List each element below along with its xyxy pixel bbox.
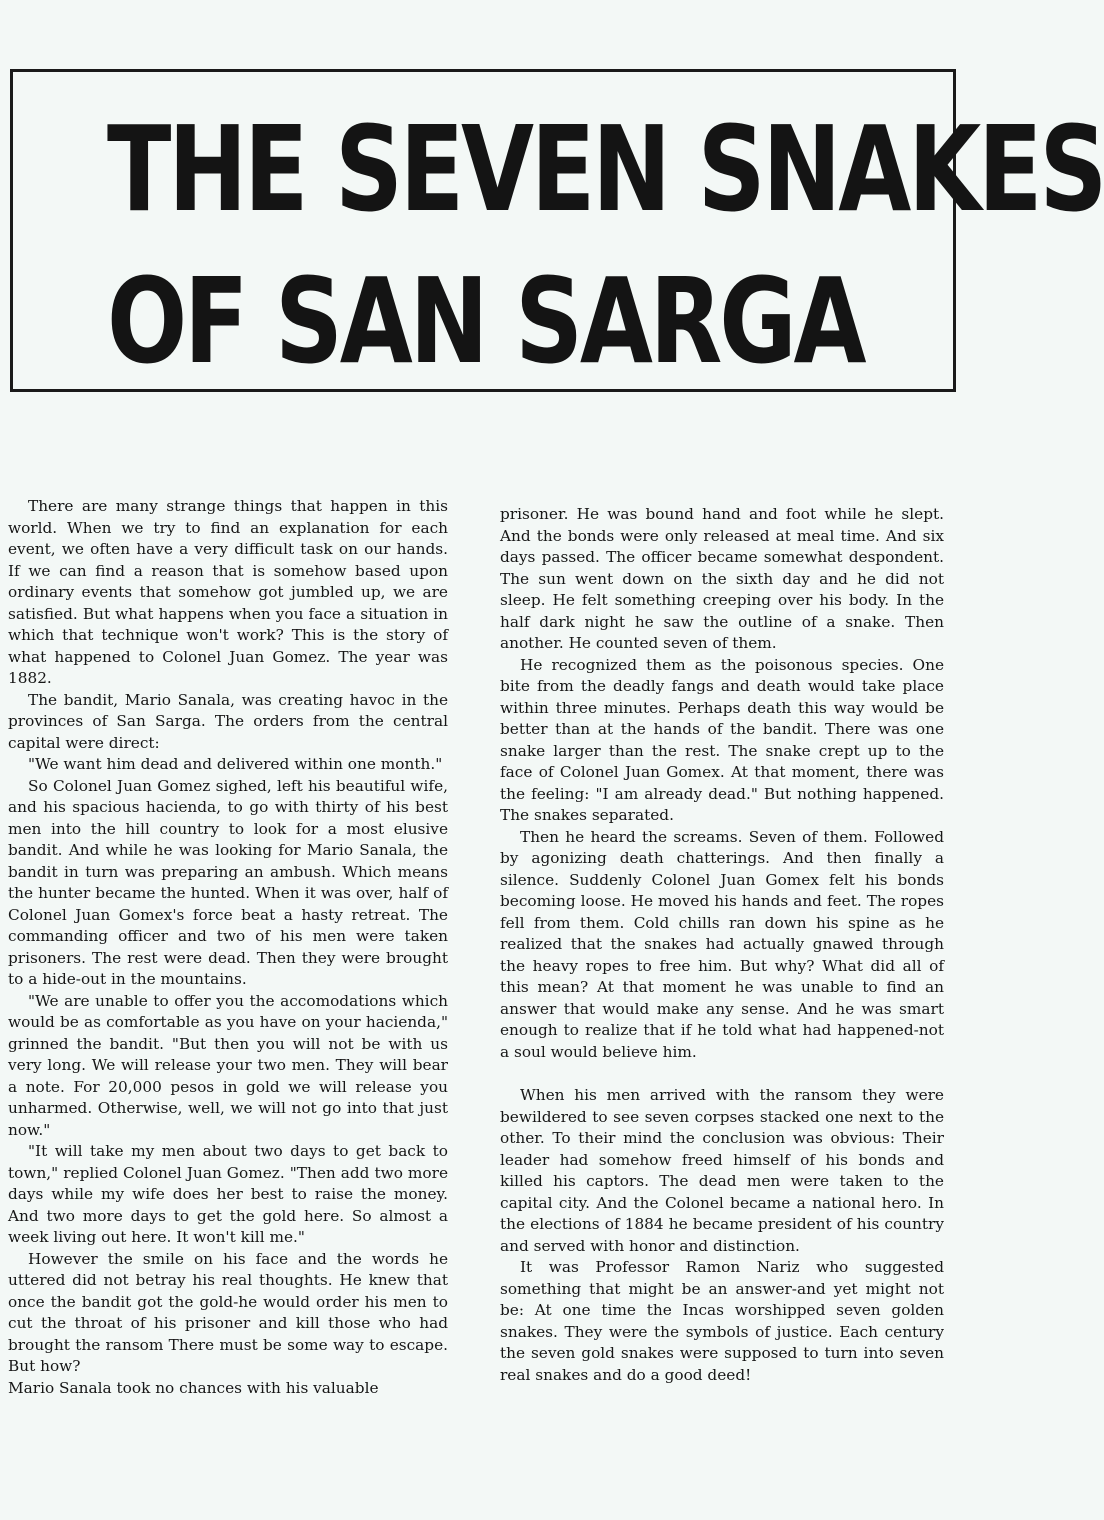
paragraph: He recognized them as the poisonous species. One bite from the deadly fangs and death would take place within three minutes. Perhaps death this way would be better than at the hands of the bandit. There was one snake larger than the rest. The snake crept up to the face of Colonel Juan Gomex. At that moment, there was the feeling: "I am already dead." But nothing happened. The snakes separated. (500, 655, 944, 824)
paragraph: It was Professor Ramon Nariz who suggested something that might be an answer-and yet might not be: At one time the Incas worshipped seven golden snakes. They were the symbols of justice. Each century the seven gold snakes were supposed to turn into seven real snakes and do a good deed! (500, 1258, 944, 1384)
paragraph: So Colonel Juan Gomez sighed, left his beautiful wife, and his spacious hacienda, to go with thirty of his best men into the hill country to look for a most elusive bandit. And while he was looking for Mario Sanala, the bandit in turn was preparing an ambush. Which means the hunter became the hunted. When it was over, half of Colonel Juan Gomex's force beat a hasty retreat. The commanding officer and two of his men were taken prisoners. The rest were dead. Then they were brought to a hide-out in the mountains. (8, 776, 448, 988)
paragraph: There are many strange things that happen in this world. When we try to find an explanation for each event, we often have a very difficult task on our hands. If we can find a reason that is somehow based upon ordinary events that somehow got jumbled up, we are satisfied. But what happens when you face a situation in which that technique won't work? This is the story of what happened to Colonel Juan Gomez. The year was 1882. (8, 497, 448, 687)
paragraph: Mario Sanala took no chances with his valuable (8, 1378, 379, 1397)
paragraph: "We are unable to offer you the accomodations which would be as comfortable as you have on your hacienda," grinned the bandit. "But then you will not be with us very long. We will release your two men. They will bear a note. For 20,000 pesos in gold we will release you unharmed. Otherwise, well, we will not go into that just now." (8, 991, 448, 1139)
paragraph: "It will take my men about two days to get back to town," replied Colonel Juan Gomez. "Then add two more days while my wife does her best to raise the money. And two more days to get the gold here. So almost a week living out here. It won't kill me." (8, 1142, 448, 1246)
title-line-1: THE SEVEN SNAKES (107, 100, 1104, 238)
left-column (8, 496, 448, 1399)
paragraph: "We want him dead and delivered within one month." (28, 755, 443, 773)
title-box (10, 69, 1104, 392)
right-column (500, 504, 944, 1386)
paragraph: The bandit, Mario Sanala, was creating havoc in the provinces of San Sarga. The orders from the central capital were direct: (8, 690, 448, 752)
paragraph: Then he heard the screams. Seven of them. Followed by agonizing death chatterings. And then finally a silence. Suddenly Colonel Juan Gomex felt his bonds becoming loose. He moved his hands and feet. The ropes fell from them. Cold chills ran down his spine as he realized that the snakes had actually gnawed through the heavy ropes to free him. But why? What did all of this mean? At that moment he was unable to find an answer that would make any sense. And he was smart enough to realize that if he told what had happened-not a soul would believe him. (500, 827, 944, 1061)
title-line-2: OF SAN SARGA (107, 252, 864, 390)
paragraph: When his men arrived with the ransom they were bewildered to see seven corpses stacked one next to the other. To their mind the conclusion was obvious: Their leader had somehow freed himself of his bonds and killed his captors. The dead men were taken to the capital city. And the Colonel became a national hero. In the elections of 1884 he became president of his country and served with honor and distinction. (500, 1086, 944, 1255)
section-gap (500, 1063, 944, 1085)
paragraph: prisoner. He was bound hand and foot while he slept. And the bonds were only released at meal time. And six days passed. The officer became somewhat despondent. The sun went down on the sixth day and he did not sleep. He felt something creeping over his body. In the half dark night he saw the outline of a snake. Then another. He counted seven of them. (500, 505, 944, 652)
paragraph: However the smile on his face and the words he uttered did not betray his real thoughts. He knew that once the bandit got the gold-he would order his men to cut the throat of his prisoner and kill those who had brought the ransom There must be some way to escape. But how? (8, 1249, 448, 1375)
